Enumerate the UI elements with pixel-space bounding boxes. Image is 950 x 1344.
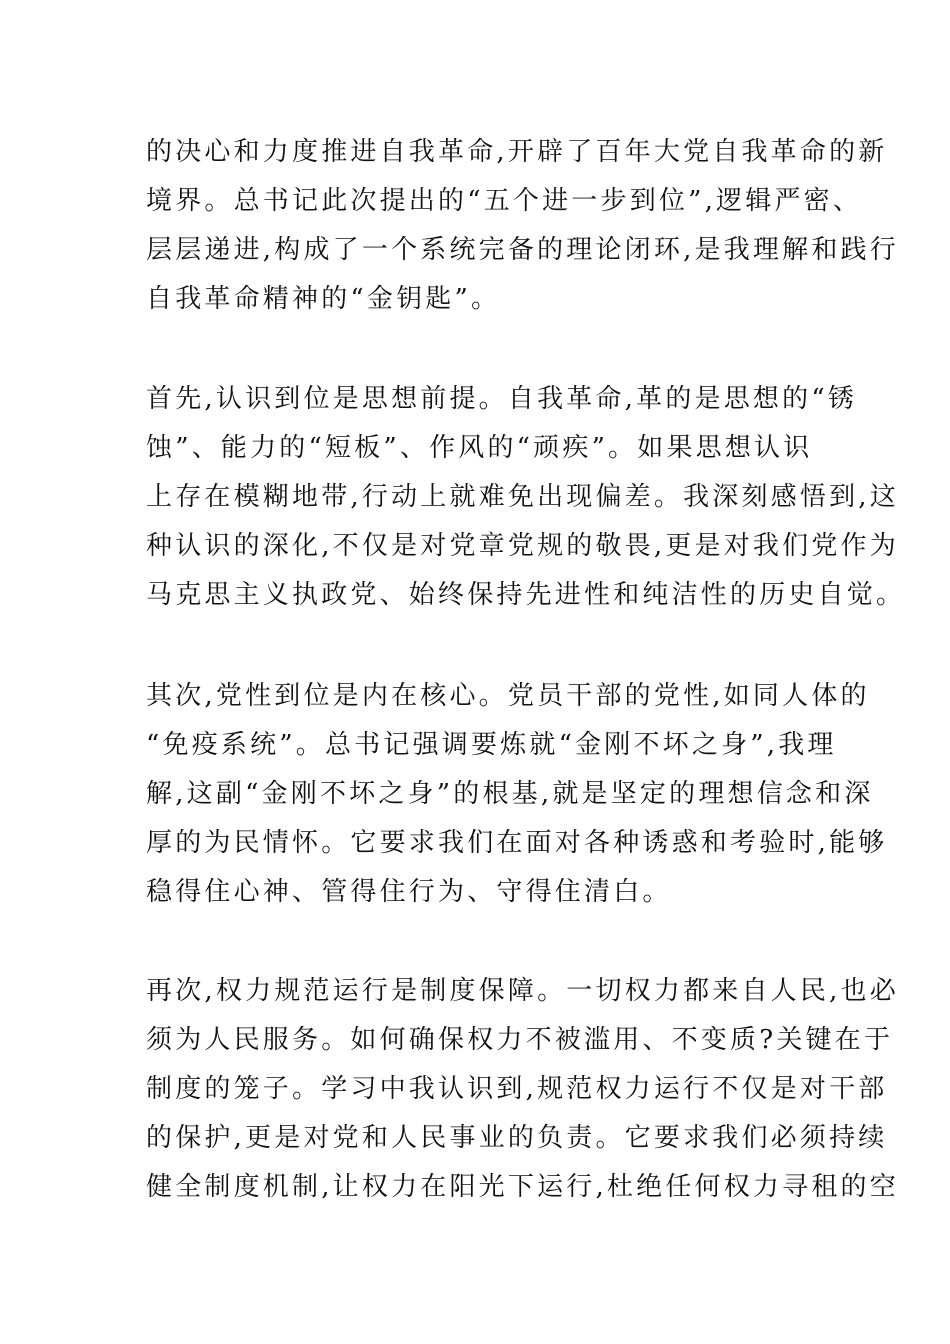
text-line: 厚的为民情怀。它要求我们在面对各种诱惑和考验时,能够 <box>146 828 888 858</box>
paragraph-3 <box>146 672 888 917</box>
text-line: 首先,认识到位是思想前提。自我革命,革的是思想的“锈 <box>146 384 858 414</box>
paragraph-4 <box>146 967 899 1212</box>
text-line: 蚀”、能力的“短板”、作风的“顽疾”。如果思想认识 <box>146 433 813 463</box>
text-line: 须为人民服务。如何确保权力不被滥用、不变质?关键在于 <box>146 1025 894 1055</box>
text-line: 其次,党性到位是内在核心。党员干部的党性,如同人体的 <box>146 681 870 711</box>
paragraph-1 <box>146 128 899 324</box>
text-line: 的保护,更是对党和人民事业的负责。它要求我们必须持续 <box>146 1123 888 1153</box>
text-line: 层层递进,构成了一个系统完备的理论闭环,是我理解和践行 <box>146 235 899 265</box>
text-line: 健全制度机制,让权力在阳光下运行,杜绝任何权力寻租的空 <box>146 1172 899 1202</box>
text-line: 的决心和力度推进自我革命,开辟了百年大党自我革命的新 <box>146 137 888 167</box>
text-line: 解,这副“金刚不坏之身”的根基,就是坚定的理想信念和深 <box>146 779 874 809</box>
paragraph-2 <box>146 375 906 620</box>
text-line: 制度的笼子。学习中我认识到,规范权力运行不仅是对干部 <box>146 1074 888 1104</box>
text-line: 自我革命精神的“金钥匙”。 <box>146 284 501 314</box>
text-line: 种认识的深化,不仅是对党章党规的敬畏,更是对我们党作为 <box>146 531 899 561</box>
text-line: 上存在模糊地带,行动上就难免出现偏差。我深刻感悟到,这 <box>146 482 899 512</box>
text-line: 再次,权力规范运行是制度保障。一切权力都来自人民,也必 <box>146 976 899 1006</box>
text-line: 稳得住心神、管得住行为、守得住清白。 <box>146 877 672 907</box>
text-line: 境界。总书记此次提出的“五个进一步到位”,逻辑严密、 <box>146 186 863 216</box>
text-line: “免疫系统”。总书记强调要炼就“金刚不坏之身”,我理 <box>146 730 837 760</box>
text-line: 马克思主义执政党、始终保持先进性和纯洁性的历史自觉。 <box>146 580 906 610</box>
